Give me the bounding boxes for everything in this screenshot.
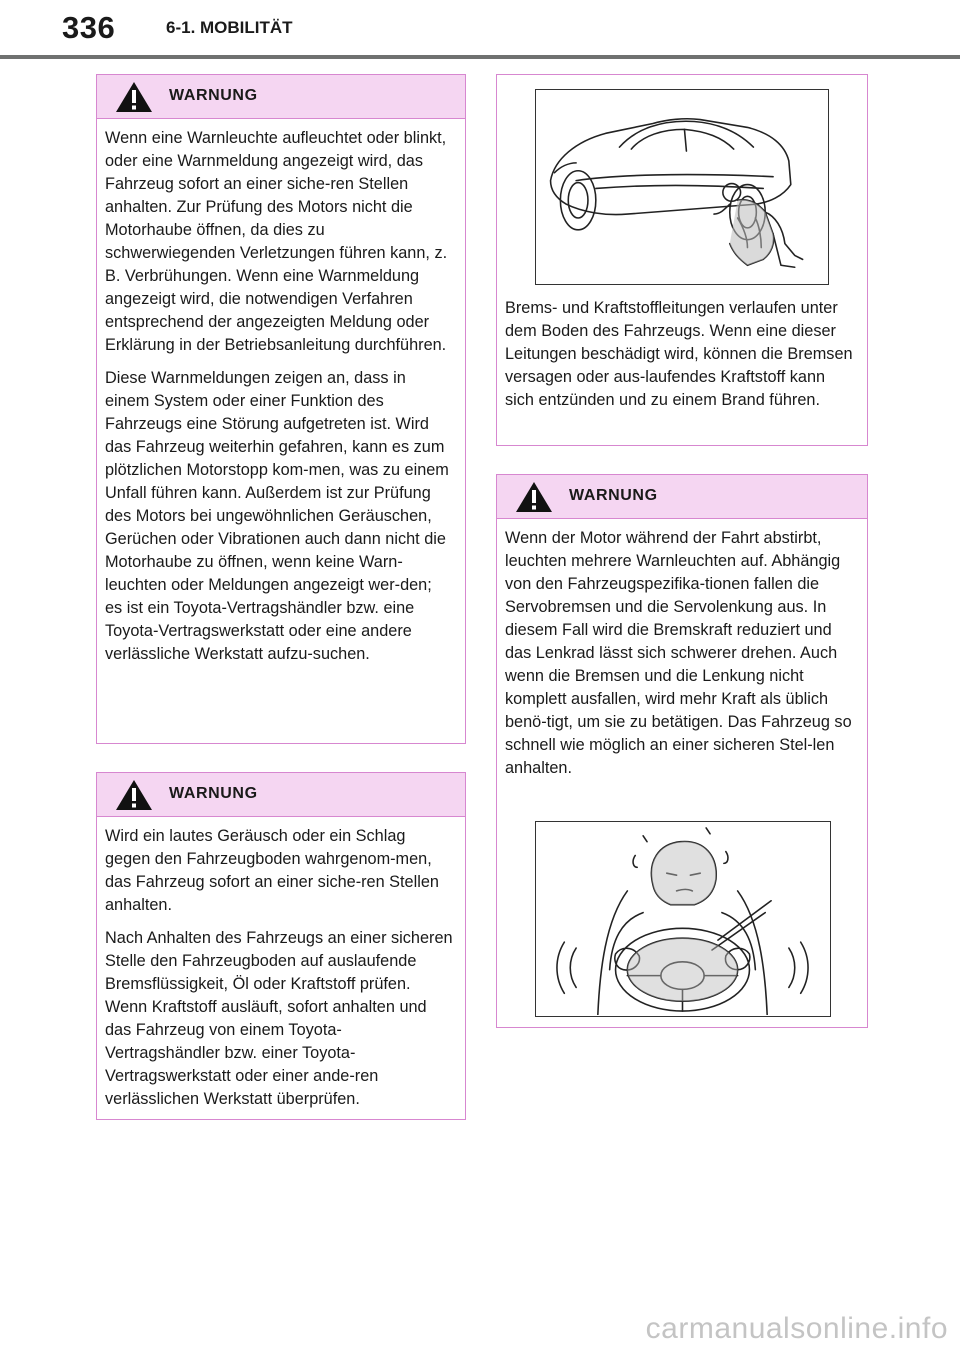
warning-box-engine-warning: [96, 74, 466, 744]
warning-triangle-icon: [515, 481, 553, 513]
watermark: carmanualsonline.info: [645, 1312, 948, 1345]
page-number: 336: [62, 10, 116, 45]
warning-header: [97, 773, 465, 817]
warning-body: [97, 817, 465, 1111]
info-box-underbody: [496, 74, 868, 446]
warning-box-engine-stall: [496, 474, 868, 1028]
header-rule: [0, 55, 960, 59]
warning-header: [97, 75, 465, 119]
car-inspection-illustration: [535, 89, 829, 285]
warning-paragraph: Wenn eine Warnleuchte aufleuchtet oder blinkt, oder eine Warnmeldung angezeigt wird, das Fahrzeug sofort an einer siche-ren Stellen anhalten. Zur Prüfung des Motors nicht die Motorhaube öffnen, da dies zu schwerwiegenden Verletzungen führen kann, z. B. Verbrühungen. Wenn eine Warnmeldung angezeigt wird, die notwendigen Verfahren entsprechend der angezeigten Meldung oder Erklärung in der Betriebsanleitung durchführen.: [105, 129, 448, 354]
warning-paragraph: Wenn der Motor während der Fahrt abstirbt, leuchten mehrere Warnleuchten auf. Abhängig von den Fahrzeugspezifika-tionen fallen die Servobremsen und die Servolenkung aus. In diesem Fall wird die Bremskraft reduziert und das Lenkrad lässt sich schwerer drehen. Auch wenn die Bremsen und die Lenkung nicht komplett ausfallen, wird mehr Kraft als üblich benö-tigt, um sie zu betätigen. Das Fahrzeug so schnell wie möglich an einer sicheren Stel-len anhalten.: [505, 529, 852, 777]
warning-triangle-icon: [115, 779, 153, 811]
warning-paragraph: Diese Warnmeldungen zeigen an, dass in einem System oder einer Funktion des Fahrzeugs eine Störung aufgetreten ist. Wird das Fahrzeug weiterhin gefahren, kann es zum plötzlichen Motorstopp kom-men, was zu einem Unfall führen kann. Außerdem ist zur Prüfung des Motors bei ungewöhnlichen Geräuschen, Gerüchen oder Vibrationen auch dann nicht die Motorhaube zu öffnen, wenn keine Warn-leuchten oder Meldungen angezeigt wer-den; es ist ein Toyota-Vertragshändler bzw. eine Toyota-Vertragswerkstatt oder eine andere verlässliche Werkstatt aufzu-suchen.: [105, 369, 449, 663]
driver-steering-illustration: [535, 821, 831, 1017]
warning-triangle-icon: [115, 81, 153, 113]
section-title: 6-1. MOBILITÄT: [166, 18, 293, 37]
warning-label: WARNUNG: [169, 785, 258, 802]
info-text: [505, 297, 857, 412]
warning-paragraph: Nach Anhalten des Fahrzeugs an einer sicheren Stelle den Fahrzeugboden auf auslaufende Bremsflüssigkeit, Öl oder Kraftstoff prüfen. Wenn Kraftstoff ausläuft, sofort anhalten und das Fahrzeug von einem Toyota-Vertragshändler bzw. einer Toyota-Vertragswerkstatt oder einer ande-ren verlässlichen Werkstatt überprüfen.: [105, 929, 453, 1108]
car-inspection-drawing: [536, 90, 827, 283]
warning-body: [497, 519, 867, 780]
warning-body: [97, 119, 465, 666]
warning-box-underbody-impact: [96, 772, 466, 1120]
driver-steering-drawing: [536, 822, 829, 1015]
info-paragraph: Brems- und Kraftstoffleitungen verlaufen unter dem Boden des Fahrzeugs. Wenn eine dieser Leitungen beschädigt wird, können die Bremsen versagen oder aus-laufendes Kraftstoff kann sich entzünden und zu einem Brand führen.: [505, 299, 853, 409]
warning-header: [497, 475, 867, 519]
page-header: [0, 0, 960, 58]
warning-label: WARNUNG: [169, 87, 258, 104]
warning-paragraph: Wird ein lautes Geräusch oder ein Schlag gegen den Fahrzeugboden wahrgenom-men, das Fahrzeug sofort an einer siche-ren Stellen anhalten.: [105, 827, 439, 914]
warning-label: WARNUNG: [569, 487, 658, 504]
